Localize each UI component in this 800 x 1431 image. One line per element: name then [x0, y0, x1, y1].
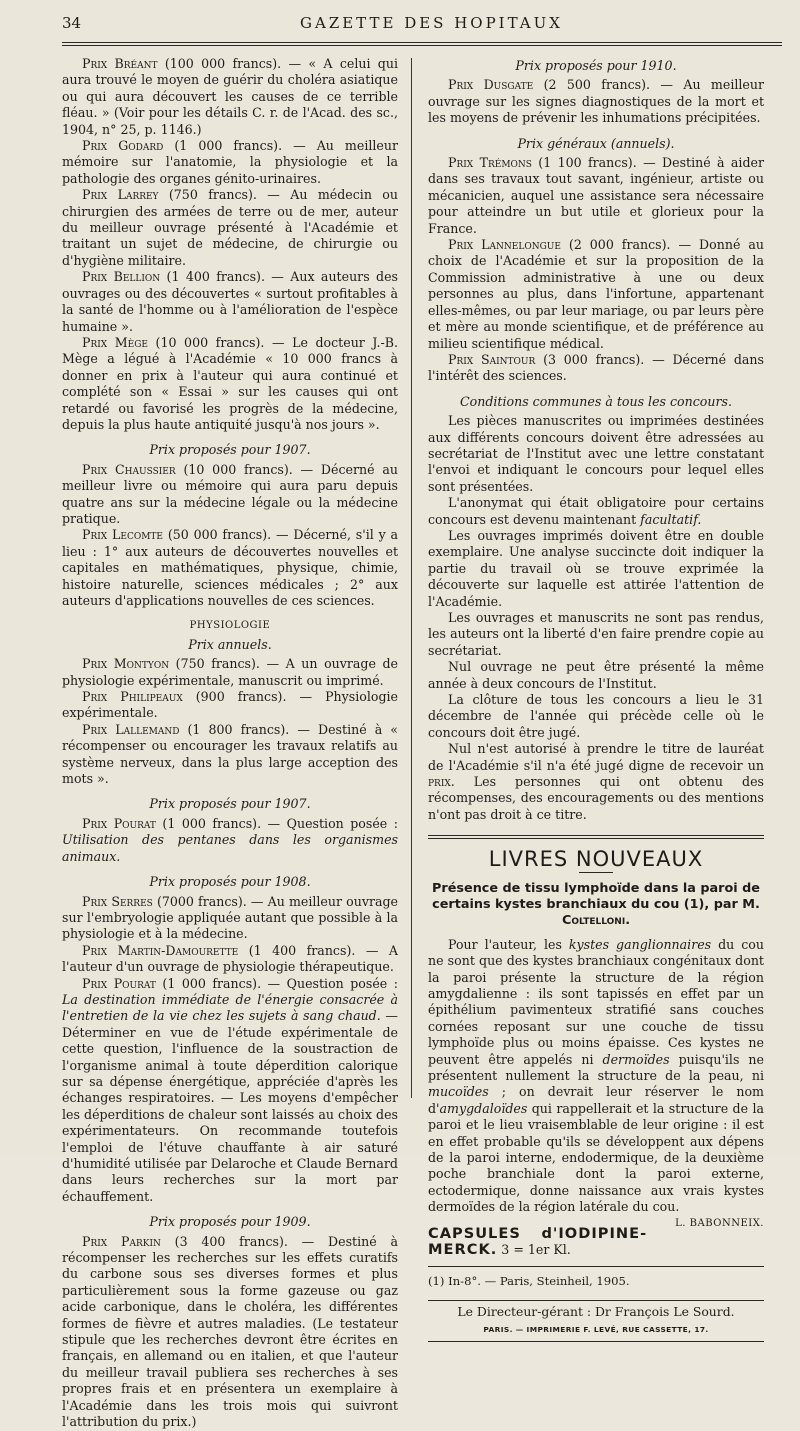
prize-chaussier: Prix Chaussier (10 000 francs). — Décerné au meilleur livre ou mémoire qui aura paru depuis quatre ans sur la médecine légale ou la médecine pratique.	[62, 461, 398, 526]
section-rule	[428, 835, 764, 839]
subheading-conditions: Conditions communes à tous les concours.	[460, 393, 732, 409]
prize-mege: Prix Mège (10 000 francs). — Le docteur J.-B. Mège a légué à l'Académie « 10 000 francs à donner en prix à l'auteur qui aura continué et complété son « Essai » sur les causes qui ont retardé ou favorisé les progrès de la médecine, depuis la plus haute antiquité jusqu'à nos jours ».	[62, 334, 398, 432]
prize-tremons: Prix Trémons (1 100 francs). — Destiné à aider dans ses travaux tout savant, ingénieur, artiste ou mécanicien, auquel une assistance sera nécessaire pour atteindre un but utile et glorieux pour la France.	[428, 155, 764, 236]
prize-saintour: Prix Saintour (3 000 francs). — Décerné dans l'intérêt des sciences.	[428, 351, 765, 384]
prize-larrey: Prix Larrey (750 francs). — Au médecin ou chirurgien des armées de terre ou de mer, auteur du meilleur ouvrage présenté à l'Académie et traitant un sujet de médecine, de chirurgie ou d'hygiène militaire.	[62, 187, 398, 268]
director-box	[428, 1300, 764, 1342]
prize-pourat-1907: Prix Pourat (1 000 francs). — Question posée : Utilisation des pentanes dans les organismes animaux.	[62, 815, 398, 864]
prize-lecomte: Prix Lecomte (50 000 francs). — Décerné, s'il y a lieu : 1° aux auteurs de découvertes nouvelles et capitales en mathématiques, physique, chimie, histoire naturelle, sciences médicales ; 2° aux auteurs d'applications nouvelles de ces sciences.	[62, 527, 399, 608]
footnote: (1) In-8°. — Paris, Steinheil, 1905.	[428, 1274, 630, 1289]
prize-martin-damourette: Prix Martin-Damourette (1 400 francs). — A l'auteur d'un ouvrage de physiologie thérapeutique.	[62, 942, 398, 975]
left-column	[62, 56, 398, 1431]
running-title: GAZETTE DES HOPITAUX	[300, 14, 563, 32]
page-header	[0, 0, 800, 60]
prize-parkin: Prix Parkin (3 400 francs). — Destiné à récompenser les recherches sur les effets curatifs du carbone sous ses diverses formes et plus particulièrement sous la forme gazeuse ou gaz acide carbonique, dans le choléra, les différentes formes de fièvre et autres maladies. (Le testateur stipule que les recherches devront être écrites en français, en allemand ou en italien, et que l'auteur du meilleur travail publiera ses recherches à ses propres frais et en présentera un exemplaire à l'Académie dans les trois mois qui suivront l'attribution du prix.)	[62, 1233, 398, 1430]
column-divider	[411, 58, 412, 1098]
prize-lallemand: Prix Lallemand (1 800 francs). — Destiné à « récompenser ou encourager les travaux relatifs au système nerveux, dans la plus large acception des mots ».	[62, 721, 398, 787]
header-rule	[62, 42, 782, 46]
condition-laureat: Nul n'est autorisé à prendre le titre de lauréat de l'Académie s'il n'a été jugé digne de recevoir un prix. Les personnes qui ont obtenu des récompenses, des encouragements ou des mentions n'ont pas droit à ce titre.	[428, 741, 764, 822]
subheading-generaux: Prix généraux (annuels).	[517, 135, 675, 151]
prize-serres: Prix Serres (7000 francs). — Au meilleur ouvrage sur l'embryologie appliquée autant que possible à la physiologie et à la médecine.	[62, 893, 398, 942]
printer-line: PARIS. — IMPRIMERIE F. LEVÉ, RUE CASSETTE, 17.	[483, 1325, 709, 1335]
condition-pieces: Les pièces manuscrites ou imprimées destinées aux différents concours doivent être adressées au secrétariat de l'Institut avec une lettre constatant l'envoi et indiquant le concours pour lequel elles sont présentées.	[428, 413, 764, 494]
review-signature: L. BABONNEIX.	[675, 1217, 764, 1229]
section-title-livres-nouveaux: LIVRES NOUVEAUX	[488, 847, 704, 872]
condition-nul-ouvrage: Nul ouvrage ne peut être présenté la même année à deux concours de l'Institut.	[428, 659, 764, 691]
section-physiologie: PHYSIOLOGIE	[189, 620, 271, 632]
review-text: Pour l'auteur, les kystes ganglionnaires du cou ne sont que des kystes branchiaux congénitaux dont la paroi présente la structure de la région amygdalienne : ils sont tapissés en effet par un épithélium pavimenteux stratifié sans couches cornées reposant sur une couche de tissu lymphoïde plus ou moins épaisse. Ces kystes ne peuvent être appelés ni dermoïdes puisqu'ils ne présentent nullement la structure de la peau, ni mucoïdes ; on devrait leur réserver le nom d'amygdaloïdes qui rappellerait et la structure de la paroi et le lieu vraisemblable de leur origine : il est en effet probable qu'ils se développent aux dépens de la paroi interne, endodermique, de la deuxième poche branchiale dont la paroi externe, ectodermique, donne naissance aux vrais kystes dermoïdes de la région latérale du cou. L. BABONNEIX.	[428, 937, 764, 1216]
advertisement: CAPSULES d'IODIPINE-MERCK. 3 = 1er Kl.	[428, 1224, 648, 1258]
short-rule	[579, 872, 613, 873]
article-title: Présence de tissu lymphoïde dans la paroi de certains kystes branchiaux du cou (1), par M. Coltelloni.	[432, 880, 760, 928]
prize-dusgate: Prix Dusgate (2 500 francs). — Au meilleur ouvrage sur les signes diagnostiques de la mort et les moyens de prévenir les inhumations précipitées.	[428, 77, 764, 126]
condition-rendus: Les ouvrages et manuscrits ne sont pas rendus, les auteurs ont la liberté d'en faire prendre copie au secrétariat.	[428, 610, 764, 658]
page-number: 34	[62, 14, 82, 32]
prize-bellion: Prix Bellion (1 400 francs). — Aux auteurs des ouvrages ou des découvertes « surtout profitables à la santé de l'homme ou à l'amélioration de l'espèce humaine ».	[62, 269, 398, 334]
subheading-1908: Prix proposés pour 1908.	[149, 874, 311, 890]
subheading-1907-b: Prix proposés pour 1907.	[149, 796, 311, 812]
prize-lannelongue: Prix Lannelongue (2 000 francs). — Donné au choix de l'Académie et sur la proposition de la Commission administrative à une ou deux personnes au plus, dans l'infortune, appartenant elles-mêmes, ou par leur mariage, ou par leurs père et mère au monde scientifique, et de préférence au milieu scientifique médical.	[428, 237, 764, 351]
footnote-rule	[428, 1266, 764, 1267]
condition-exemplaires: Les ouvrages imprimés doivent être en double exemplaire. Une analyse succincte doit indiquer la partie du travail où se trouve exprimée la découverte sur laquelle est attirée l'attention de l'Académie.	[428, 527, 764, 609]
prize-montyon: Prix Montyon (750 francs). — A un ouvrage de physiologie expérimentale, manuscrit ou imprimé.	[62, 656, 399, 688]
subheading-annuels: Prix annuels.	[188, 636, 272, 652]
prize-godard: Prix Godard (1 000 francs). — Au meilleur mémoire sur l'anatomie, la physiologie et la pathologie des organes génito-urinaires.	[62, 138, 398, 186]
subheading-1909: Prix proposés pour 1909.	[149, 1214, 311, 1230]
prize-pourat-1908: Prix Pourat (1 000 francs). — Question posée : La destination immédiate de l'énergie consacrée à l'entretien de la vie chez les sujets à sang chaud. — Déterminer en vue de l'étude expérimentale de cette question, l'influence de la soustraction de l'organisme animal à toute déperdition calorique sur sa dépense énergétique, appréciée d'après les échanges respiratoires. — Les moyens d'empêcher les déperditions de chaleur sont laissés au choix des expérimentateurs. On recommande toutefois l'emploi de l'étuve chauffante à air saturé d'humidité utilisée par Delaroche et Claude Bernard dans leurs recherches sur la mort par échauffement.	[62, 975, 398, 1204]
subheading-1907: Prix proposés pour 1907.	[149, 442, 311, 458]
right-column	[428, 56, 764, 1342]
director-line: Le Directeur-gérant : Dr François Le Sourd.	[457, 1303, 735, 1319]
condition-cloture: La clôture de tous les concours a lieu le 31 décembre de l'année qui précède celle où le concours doit être jugé.	[428, 692, 764, 740]
condition-anonymat: L'anonymat qui était obligatoire pour certains concours est devenu maintenant facultatif.	[428, 495, 764, 527]
prize-breant: Prix Bréant (100 000 francs). — « A celui qui aura trouvé le moyen de guérir du choléra asiatique ou qui aura découvert les causes de ce terrible fléau. » (Voir pour les détails C. r. de l'Acad. des sc., 1904, n° 25, p. 1146.)	[62, 56, 399, 137]
prize-philipeaux: Prix Philipeaux (900 francs). — Physiologie expérimentale.	[62, 689, 398, 721]
subheading-1910: Prix proposés pour 1910.	[515, 58, 677, 73]
